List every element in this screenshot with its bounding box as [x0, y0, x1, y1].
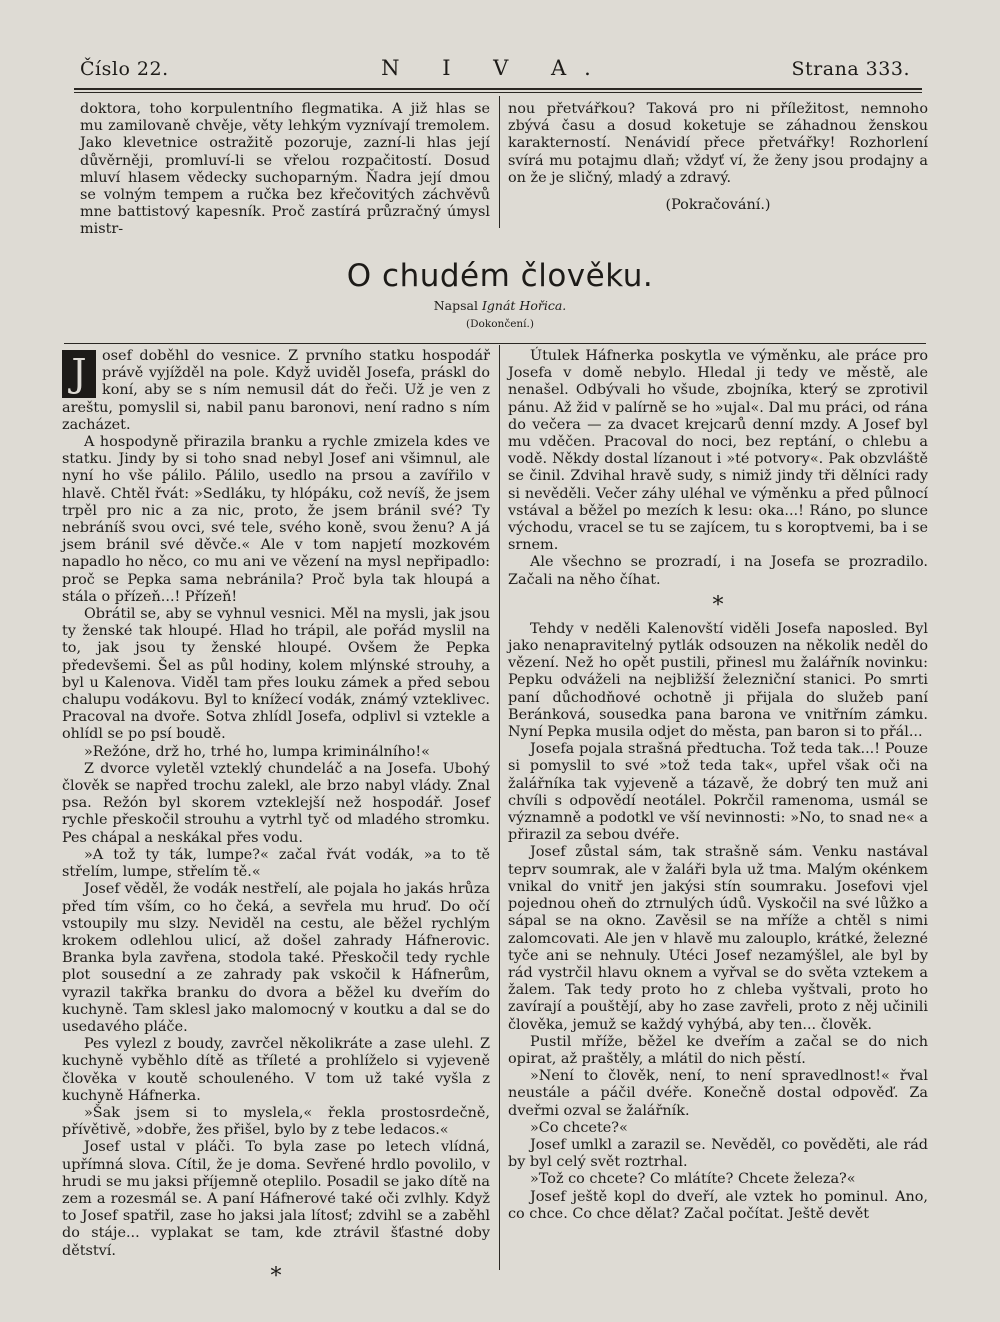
previous-article-left-column — [80, 101, 490, 239]
issue-number: Číslo 22. — [80, 58, 169, 80]
paragraph: Josef zůstal sám, tak strašně sám. Venku nastával teprv soumrak, ale v žaláři byla už tma. Malým okénkem vnikal do vnitř jen jakýsi stín soumraku. Josefovi vjel pojednou oheň do ztrnulých údů. Vyskočil na své lůžko a sápal se na okno. Zavěsil se na mříže a chtěl s nimi zalomcovati. Ale jen v hlavě mu zalouplo, krátké, železné tyče ani se nehnuly. Utéci Josef nezamýšlel, ale byl by rád vystrčil hlavu oknem a vyřval se do světa vztekem a žalem. Tak tedy proto ho z chleba vyštvali, proto ho zavírají a pouštějí, aby ho zase zavřeli, proto z něj učinili člověka, jemuž se každý vyhýbá, aby ten... člověk. — [508, 844, 928, 1033]
article-left-column — [62, 348, 490, 1289]
article-right-column — [508, 348, 928, 1276]
paragraph: Josefa pojala strašná předtucha. Tož teda tak...! Pouze si pomyslil to své »tož teda tak«, upřel však oči na žalářníka tak vyjeveně a tázavě, že dobrý ten muž ani chvíli s odpovědí neotálel. Pokrčil ramenoma, usmál se významně a podotkl ve vší nevinnosti: »No, to snad ne« a přirazil za sebou dvéře. — [508, 741, 928, 844]
paragraph: Josef umlkl a zarazil se. Nevěděl, co pověděti, ale rád by byl celý svět roztrhal. — [508, 1136, 928, 1171]
paragraph: »Co chcete?« — [530, 1119, 628, 1136]
section-separator: * — [712, 592, 724, 618]
page-header — [80, 58, 910, 86]
byline-prefix: Napsal — [433, 298, 478, 313]
byline — [0, 298, 1000, 313]
first-paragraph-text: osef doběhl do vesnice. Z prvního statku hospodář právě vyjížděl na pole. Když uviděl Josefa, práskl do koní, aby se s ním nemusil dát do řeči. Už je ven z areštu, pomyslil si, nabil panu baronovi, není radno s ním zacházet. — [62, 348, 490, 433]
paragraph: Josef ustal v pláči. To byla zase po letech vlídná, upřímná slova. Cítil, že je doma. Sevřené hrdlo povolilo, v hrudi se mu jaksi příjemně oteplilo. Posadil se jako dítě na zem a rozesmál se. A paní Háfnerové také oči zvlhly. Když to Josef spatřil, zase ho jaksi jala lítosť; zdvihl se a zaběhl do stáje... vyplakat se tam, kde ztrávil šťastné doby dětství. — [62, 1139, 490, 1259]
paragraph: Pustil mříže, běžel ke dveřím a začal se do nich opirat, až praštěly, a mlátil do nich pěstí. — [508, 1033, 928, 1067]
header-rule — [74, 88, 922, 93]
title-rule — [64, 343, 926, 344]
paragraph: Útulek Háfnerka poskytla ve výměnku, ale práce pro Josefa v domě nebylo. Hledal ji tedy ve městě, ale nenašel. Odbývali ho všude, zbojníka, který se zprotivil pánu. Až žid v palírně se ho »ujal«. Dal mu práci, od rána do večera — za dvacet krejcarů denní mzdy. A Josef byl mu vděčen. Pracoval do noci, bez reptání, o chlebu a vodě. Někdy dostal lízanout i »té potvory«. Pak obzvláště se činil. Zdvihal hravě sudy, s nimiž jindy tři dělníci rady si nevěděli. Večer záhy uléhal ve výměnku a před půlnocí vstával a běžel po mezích k lesu: oka...! Ráno, po slunce východu, vracel se tu se zajícem, tu s koroptvemi, ba i se srnem. — [508, 348, 928, 554]
article-title: O chudém člověku. — [346, 258, 654, 294]
previous-article-right-column — [508, 101, 928, 214]
paragraph: »Tož co chcete? Co mlátíte? Chcete železa?« — [530, 1171, 856, 1188]
paragraph: »Režóne, drž ho, trhé ho, lumpa kriminálního!« — [84, 743, 430, 760]
paragraph: Z dvorce vyletěl vzteklý chundeláč a na Josefa. Ubohý člověk se napřed trochu zalekl, ale brzo nabyl vlády. Znal psa. Režón byl skorem vzteklejší než hospodář. Josef rychle přeskočil strouhu a vytrhl tyč od mladého stromku. Pes chápal a neskákal přes vodu. — [62, 760, 490, 846]
drop-cap: J — [62, 350, 96, 398]
paragraph: »Není to člověk, není, to není spravedlnost!« řval neustále a páčil dvéře. Konečně dostal odpověď. Za dveřmi ozval se žalářník. — [508, 1068, 928, 1119]
paragraph: »A tož ty ták, lumpe?« začal řvát vodák, »a to tě střelím, lumpe, střelím tě.« — [62, 846, 490, 881]
article-status: (Dokončení.) — [466, 318, 534, 330]
paragraph: Josef ještě kopl do dveří, ale vztek ho pominul. Ano, co chce. Co chce dělat? Začal počítat. Ještě devět — [508, 1188, 928, 1222]
column-divider-main — [499, 345, 500, 1270]
paragraph: Ale všechno se prozradí, i na Josefa se prozradilo. Začali na něho číhat. — [508, 554, 928, 588]
column-divider-top — [499, 96, 500, 228]
article-heading — [0, 258, 1000, 330]
page-number: Strana 333. — [791, 58, 910, 80]
paragraph: A hospodyně přirazila branku a rychle zmizela kdes ve statku. Jindy by si toho snad nebyl Josef ani všimnul, ale nyní ho vše pálilo. Pálilo, usedlo na prsou a zavířilo v hlavě. Chtěl řvát: »Sedláku, ty hlópáku, což nevíš, že jsem trpěl pro nic a za nic, proto, že jsem bránil své? Ty nebráníš svou ovci, své tele, svého koně, svou ženu? A já jsem bránil své děvče.« Ale v tom napjetí mozkovém napadlo ho něco, co mu ani ve vězení na mysl nepřipadlo: proč se Pepka sama nebránila? Proč byla tak hloupá a stála o přízeň...! Přízeň! — [62, 434, 490, 605]
continued-note: (Pokračování.) — [665, 197, 771, 214]
previous-article-text-right: nou přetvářkou? Taková pro ni příležitost, nemnoho zbývá času a dosud koketuje se záhadnou ženskou karakterností. Nenávidí přece přetvářky! Rozhorlení svírá mu potajmu dlaň; vždyť ví, že ženy jsou prodajny a on že je sličný, mladý a zdravý. — [508, 101, 928, 186]
article-first-paragraph — [62, 348, 490, 434]
paragraph: Tehdy v neděli Kalenovští viděli Josefa naposled. Byl jako nenapravitelný pytlák odsouzen na několik neděl do vězení. Než ho opět pustili, přinesl mu žalářník novinku: Pepku odváželi na nejbližší železniční stanici. Po smrti paní důchodňové ochotně ji přijala do služeb paní Beránková, sousedka pana barona ve vnitřním zámku. Nyní Pepka musila odjet do města, pan baron si to přál... — [508, 620, 928, 741]
paragraph: »Šak jsem si to myslela,« řekla prostosrdečně, přívětivě, »dobře, žes přišel, bylo by z tebe ledacos.« — [62, 1104, 490, 1139]
bottom-star: * — [270, 1263, 282, 1289]
previous-article-text-left: doktora, toho korpulentního flegmatika. A již hlas se mu zamilovaně chvěje, věty lehkým vyznívají tremolem. Jako klevetnice ostražitě pozoruje, zazní-li hlas její důvěrněji, promluví-li se vřelou rozpačitostí. Dosud mluví hlasem vědecky suchoparným. Ňadra její dmou se volným tempem a ručka bez křečovitých záchvěvů mne battistový kapesník. Proč zastírá průzračný úmysl mistr- — [80, 101, 490, 238]
paragraph: Pes vylezl z boudy, zavrčel několikráte a zase ulehl. Z kuchyně vyběhlo dítě as tříleté a prohlíželo si vyjeveně člověka v koutě schouleného. V tom už také vyšla z kuchyně Háfnerka. — [62, 1036, 490, 1104]
paragraph: Josef věděl, že vodák nestřelí, ale pojala ho jakás hrůza před tím vším, co ho čeká, a sevřela mu hruď. Do očí vstoupily mu slzy. Neviděl na cestu, ale běžel rychlým krokem odlehlou ulicí, až došel zahrady Háfnerovic. Branka byla zavřena, stodola také. Přeskočil tedy rychle plot sousední a ze zahrady pak vskočil k Háfnerům, vyrazil takřka branku do dvora a běžel ku dveřím do kuchyně. Tam sklesl jako malomocný v koutku a dal se do usedavého pláče. — [62, 881, 490, 1035]
author-name: Ignát Hořica. — [481, 298, 567, 313]
paragraph: Obrátil se, aby se vyhnul vesnici. Měl na mysli, jak jsou ty ženské tak hloupé. Hlad ho trápil, ale pořád myslil na to, jak jsou ty ženské hloupé. Ovšem že Pepka předevšemi. Šel as půl hodiny, kolem mlýnské strouhy, a byl u Kalenova. Viděl tam přes louku zámek a před sebou chalupu vodákovu. Byl to knížecí vodák, známý vzteklivec. Pracoval na dvoře. Sotva zhlídl Josefa, odplivl si vztekle a ohlídl se po psí boudě. — [62, 606, 490, 743]
journal-name: N I V A. — [381, 56, 609, 80]
